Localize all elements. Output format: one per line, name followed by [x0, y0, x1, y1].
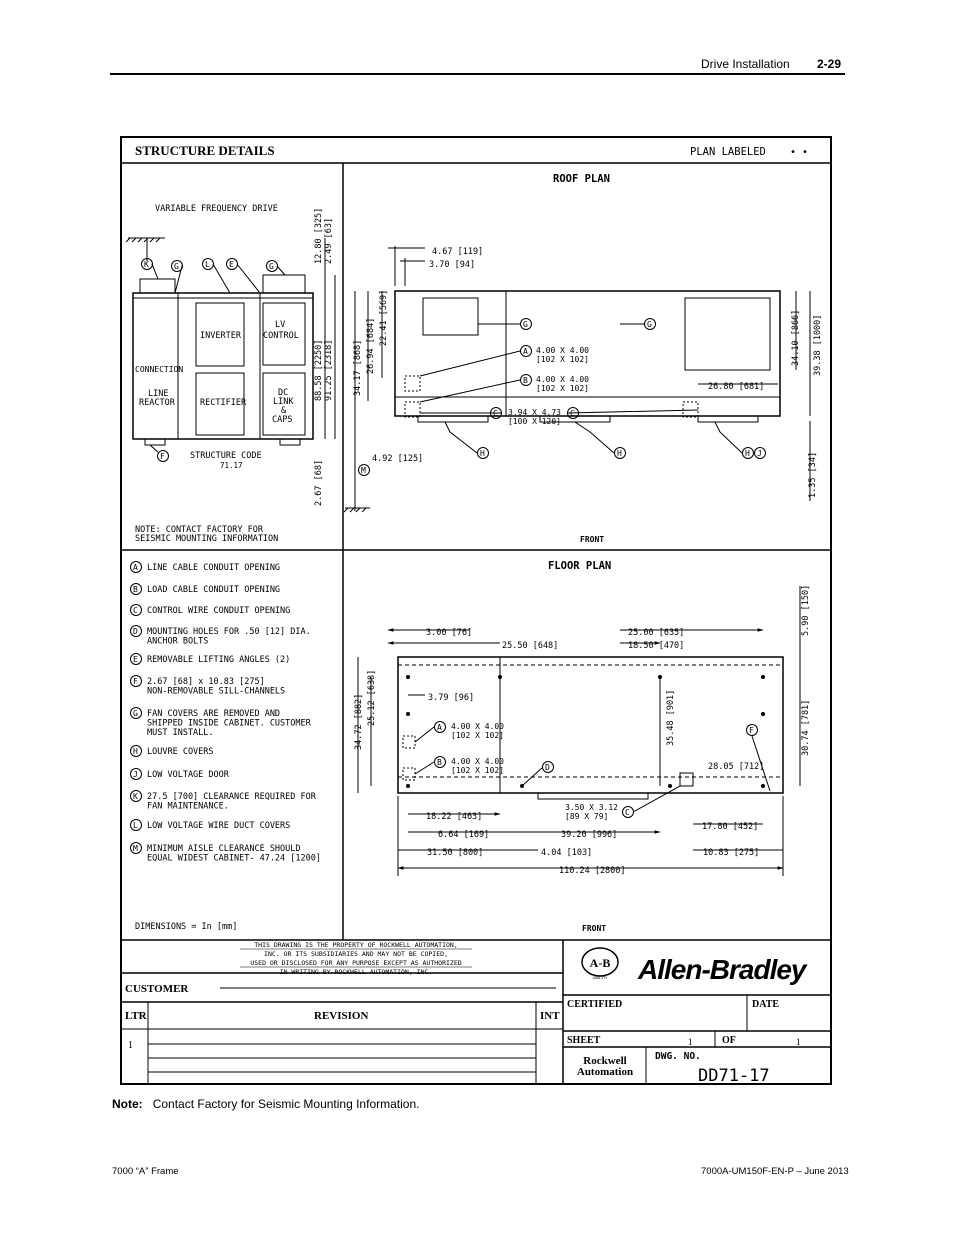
seismic-note-1: NOTE: CONTACT FACTORY FOR — [135, 525, 263, 535]
lv-label-2: CONTROL — [263, 331, 299, 341]
legend-text: 2.67 [68] x 10.83 [275] — [147, 677, 265, 687]
svg-text:18.22 [463]: 18.22 [463] — [426, 812, 483, 822]
svg-text:26.80 [681]: 26.80 [681] — [708, 382, 765, 392]
legend-letter: F — [133, 677, 138, 686]
svg-text:[89 X 79]: [89 X 79] — [565, 812, 609, 821]
svg-text:39.38 [1000]: 39.38 [1000] — [813, 314, 823, 376]
legend-text: LOW VOLTAGE WIRE DUCT COVERS — [147, 821, 291, 831]
floor-front-label: FRONT — [582, 924, 607, 933]
note-text: Contact Factory for Seismic Mounting Information. — [152, 1097, 420, 1111]
svg-text:4.00 X 4.00: 4.00 X 4.00 — [536, 346, 589, 355]
legend-text: CONTROL WIRE CONDUIT OPENING — [147, 606, 291, 616]
svg-text:5.90 [150]: 5.90 [150] — [801, 584, 811, 636]
svg-text:F: F — [160, 452, 165, 461]
svg-text:35.48 [901]: 35.48 [901] — [666, 689, 676, 746]
section-title: Drive Installation — [701, 57, 790, 71]
svg-text:[102 X 102]: [102 X 102] — [451, 766, 504, 775]
ltr-label: LTR — [125, 1010, 147, 1022]
legend-letter: J — [133, 770, 138, 779]
svg-text:39.20 [996]: 39.20 [996] — [561, 830, 618, 840]
legend — [131, 562, 322, 864]
svg-text:3.50 X 3.12: 3.50 X 3.12 — [565, 803, 618, 812]
svg-text:34.17 [868]: 34.17 [868] — [353, 339, 363, 396]
legend-letter: M — [133, 844, 138, 853]
svg-text:12.80 [325]: 12.80 [325] — [314, 207, 324, 264]
svg-text:M: M — [361, 466, 366, 475]
legend-text: MOUNTING HOLES FOR .50 [12] DIA. — [147, 627, 311, 637]
of-value: 1 — [796, 1037, 801, 1047]
svg-text:2.67 [68]: 2.67 [68] — [314, 459, 324, 506]
svg-text:C: C — [493, 409, 498, 418]
lv-label-1: LV — [275, 320, 286, 330]
sheet-value: 1 — [688, 1037, 693, 1047]
title-block — [121, 940, 831, 1085]
svg-text:E: E — [229, 260, 234, 269]
roof-plan — [344, 173, 823, 544]
floor-plan — [354, 560, 811, 933]
svg-text:28.05 [712]: 28.05 [712] — [708, 762, 765, 772]
svg-text:3.00 [76]: 3.00 [76] — [426, 628, 473, 638]
structure-drawing — [120, 136, 832, 1085]
svg-text:B: B — [437, 758, 442, 767]
legend-text: LINE CABLE CONDUIT OPENING — [147, 563, 281, 573]
svg-text:C: C — [570, 409, 575, 418]
svg-text:4.00 X 4.00: 4.00 X 4.00 — [451, 757, 504, 766]
svg-text:10.83 [275]: 10.83 [275] — [703, 848, 760, 858]
svg-text:91.25 [2318]: 91.25 [2318] — [324, 339, 334, 401]
svg-text:H: H — [617, 449, 622, 458]
structure-code-label: STRUCTURE CODE — [190, 451, 262, 461]
svg-text:3.79 [96]: 3.79 [96] — [428, 693, 475, 703]
svg-text:INC. OR ITS SUBSIDIARIES AND M: INC. OR ITS SUBSIDIARIES AND MAY NOT BE COPIED, — [264, 950, 448, 958]
svg-text:25.00 [635]: 25.00 [635] — [628, 628, 685, 638]
svg-text:4.67 [119]: 4.67 [119] — [432, 247, 484, 257]
svg-text:G: G — [269, 262, 274, 271]
svg-text:• •: • • — [790, 147, 809, 158]
svg-text:USED OR DISCLOSED FOR ANY PURP: USED OR DISCLOSED FOR ANY PURPOSE EXCEPT AS AUTHORIZED — [250, 959, 462, 967]
svg-text:3.94 X 4.73: 3.94 X 4.73 — [508, 408, 561, 417]
elevation-caption: VARIABLE FREQUENCY DRIVE — [155, 204, 278, 214]
svg-text:THIS DRAWING IS THE PROPERTY O: THIS DRAWING IS THE PROPERTY OF ROCKWELL AUTOMATION, — [254, 941, 458, 949]
floor-plan-title: FLOOR PLAN — [548, 560, 612, 572]
svg-text:25.50 [648]: 25.50 [648] — [502, 641, 559, 651]
drawing-title: STRUCTURE DETAILS — [135, 143, 275, 158]
svg-text:26.94 [684]: 26.94 [684] — [366, 317, 376, 374]
revision-label: REVISION — [314, 1010, 369, 1022]
allen-bradley-logo: Allen-Bradley — [638, 954, 806, 985]
svg-text:F: F — [749, 726, 754, 735]
dc-label-1: DC — [278, 388, 289, 398]
int-label: INT — [540, 1010, 560, 1022]
svg-text:4.04 [103]: 4.04 [103] — [541, 848, 593, 858]
svg-text:C: C — [625, 808, 630, 817]
rectifier-label: RECTIFIER — [200, 398, 247, 408]
ltr-value: 1 — [128, 1040, 133, 1051]
svg-text:A-B: A-B — [589, 956, 611, 970]
dc-label-4: CAPS — [272, 415, 293, 425]
svg-text:25.12 [638]: 25.12 [638] — [367, 669, 377, 726]
of-label: OF — [722, 1035, 736, 1046]
line-label: LINE — [148, 389, 169, 399]
svg-text:A: A — [437, 723, 442, 732]
dc-label-2: LINK — [273, 397, 294, 407]
svg-text:J: J — [757, 449, 762, 458]
ab-logo — [582, 948, 618, 980]
legend-text: ANCHOR BOLTS — [147, 636, 209, 647]
svg-text:2.49 [63]: 2.49 [63] — [324, 217, 334, 264]
svg-text:K: K — [144, 260, 149, 269]
svg-text:QUALITY: QUALITY — [592, 976, 608, 980]
dc-label-3: & — [281, 406, 287, 416]
dwg-no: DD71-17 — [698, 1066, 770, 1085]
svg-text:IN WRITING BY ROCKWELL AUTOMAT: IN WRITING BY ROCKWELL AUTOMATION, INC. — [279, 968, 433, 976]
legend-letter: H — [133, 747, 138, 756]
svg-text:22.41 [569]: 22.41 [569] — [379, 289, 389, 346]
svg-text:4.00 X 4.00: 4.00 X 4.00 — [536, 375, 589, 384]
svg-text:[102 X 102]: [102 X 102] — [536, 384, 589, 393]
footer-left: 7000 “A” Frame — [112, 1166, 179, 1177]
svg-text:L: L — [205, 260, 210, 269]
legend-letter: A — [133, 563, 138, 572]
dwg-no-label: DWG. NO. — [655, 1051, 701, 1062]
legend-text: LOAD CABLE CONDUIT OPENING — [147, 585, 281, 595]
svg-text:3.70 [94]: 3.70 [94] — [429, 260, 476, 270]
svg-text:H: H — [480, 449, 485, 458]
note-label: Note: — [112, 1097, 143, 1111]
note — [112, 1097, 419, 1111]
svg-text:31.50 [800]: 31.50 [800] — [427, 848, 484, 858]
svg-text:H: H — [745, 449, 750, 458]
roof-plan-title: ROOF PLAN — [553, 173, 610, 185]
legend-letter: D — [133, 627, 138, 636]
legend-letter: G — [133, 709, 138, 718]
svg-text:G: G — [174, 262, 179, 271]
svg-text:17.80 [452]: 17.80 [452] — [702, 822, 759, 832]
certified-label: CERTIFIED — [567, 999, 623, 1010]
connection-label: CONNECTION — [135, 365, 184, 374]
legend-letter: B — [133, 585, 138, 594]
svg-text:4.00 X 4.00: 4.00 X 4.00 — [451, 722, 504, 731]
structure-code: 71.17 — [220, 461, 243, 470]
plan-labeled: PLAN LABELED — [690, 146, 766, 158]
legend-text: SHIPPED INSIDE CABINET. CUSTOMER — [147, 718, 311, 729]
legend-text: LOW VOLTAGE DOOR — [147, 770, 229, 780]
svg-text:110.24 [2800]: 110.24 [2800] — [559, 866, 626, 876]
legend-text: 27.5 [700] CLEARANCE REQUIRED FOR — [147, 792, 316, 802]
legend-letter: C — [133, 606, 138, 615]
svg-text:G: G — [523, 320, 528, 329]
legend-text: FAN COVERS ARE REMOVED AND — [147, 709, 281, 719]
svg-text:A: A — [523, 347, 528, 356]
svg-text:[100 X 120]: [100 X 120] — [508, 417, 561, 426]
legend-text: LOUVRE COVERS — [147, 747, 214, 757]
roof-front-label: FRONT — [580, 535, 605, 544]
page-number: 2-29 — [817, 57, 842, 71]
svg-text:18.50 [470]: 18.50 [470] — [628, 641, 685, 651]
legend-letter: L — [133, 821, 138, 830]
legend-text: MINIMUM AISLE CLEARANCE SHOULD — [147, 844, 301, 854]
svg-text:30.74 [781]: 30.74 [781] — [801, 699, 811, 756]
customer-label: CUSTOMER — [125, 983, 189, 995]
legend-letter: E — [133, 655, 138, 664]
inverter-label: INVERTER — [200, 331, 241, 341]
legend-text: NON-REMOVABLE SILL-CHANNELS — [147, 686, 286, 697]
svg-text:34.10 [866]: 34.10 [866] — [791, 309, 801, 366]
svg-text:[102 X 102]: [102 X 102] — [451, 731, 504, 740]
sheet-label: SHEET — [567, 1035, 601, 1046]
svg-text:G: G — [647, 320, 652, 329]
legend-text: EQUAL WIDEST CABINET- 47.24 [1200] — [147, 853, 321, 864]
svg-text:[102 X 102]: [102 X 102] — [536, 355, 589, 364]
legend-text: REMOVABLE LIFTING ANGLES (2) — [147, 655, 291, 665]
rockwell-logo-2: Automation — [576, 1066, 634, 1078]
svg-text:1.35 [34]: 1.35 [34] — [808, 451, 818, 498]
svg-text:88.58 [2250]: 88.58 [2250] — [314, 339, 324, 401]
elevation-view — [126, 204, 335, 544]
svg-text:6.64 [169]: 6.64 [169] — [438, 830, 490, 840]
svg-text:4.92 [125]: 4.92 [125] — [372, 454, 424, 464]
legend-letter: K — [133, 792, 138, 801]
footer-right: 7000A-UM150F-EN-P – June 2013 — [701, 1166, 849, 1177]
header-rule — [110, 73, 845, 75]
date-label: DATE — [752, 999, 780, 1010]
legend-text: FAN MAINTENANCE. — [147, 801, 229, 812]
seismic-note-2: SEISMIC MOUNTING INFORMATION — [135, 534, 279, 544]
rockwell-logo-1: Rockwell — [583, 1055, 627, 1067]
svg-text:B: B — [523, 376, 528, 385]
reactor-label: REACTOR — [139, 398, 175, 408]
svg-text:34.72 [882]: 34.72 [882] — [354, 693, 364, 750]
dimensions-note: DIMENSIONS = In [mm] — [135, 922, 238, 932]
legend-text: MUST INSTALL. — [147, 728, 214, 738]
svg-text:D: D — [545, 763, 550, 772]
